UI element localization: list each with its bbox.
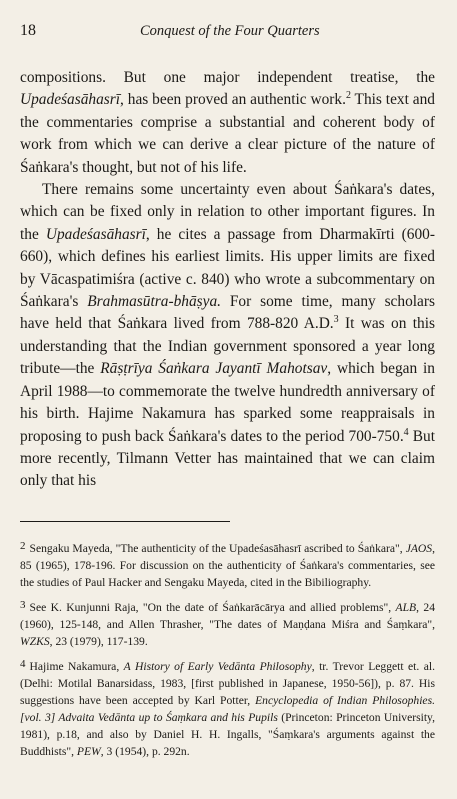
text-run: There remains some uncertainty even about Śaṅkara's dates, which can be fixed only in relation to other important figures. In the [20,181,435,243]
footnote-reference: 3 [333,314,339,326]
italic-text: Brahmasūtra-bhāṣya. [87,293,222,311]
running-head: Conquest of the Four Quarters [140,23,320,39]
paragraph-2 [20,179,435,493]
page-header [20,22,435,44]
footnote-4 [20,656,435,760]
footnote-rule [20,521,230,522]
italic-text: Encyclopedia of Indian Philosophies. [vol. 3] Advaita Vedānta up to Śaṃkara and his Pupils [20,693,435,724]
page-number: 18 [20,22,36,39]
text-run: , has been proved an authentic work. [120,91,346,109]
text-run: , 85 (1965), 178-196. For discussion on the authenticity of Śaṅkara's commentaries, see the studies of Paul Hacker and Sengaku Mayeda, cited in the Bibiliography. [20,541,435,589]
text-run: Sengaku Mayeda, "The authenticity of the Upadeśasāhasrī ascribed to Śaṅkara", [29,541,406,555]
text-run: , which began in April 1988—to commemorate the twelve hundredth anniversary of his birth. Hajime Nakamura has sparked some reappraisals in proposing to push back Śaṅkara's dates to the period 700-750. [20,360,435,445]
paragraph-1 [20,67,435,179]
italic-text: Upadeśasāhasrī [20,91,121,109]
text-run: It was on this understanding that the Indian government sponsored a year long tribute—the [20,315,435,378]
italic-text: ALB [395,600,417,614]
text-run: See K. Kunjunni Raja, "On the date of Śaṅkarācārya and allied problems", [29,600,396,614]
footnote-2 [20,538,435,591]
text-run: This text and the commentaries comprise a substantial and coherent body of work from which we can derive a clear picture of the nature of Śaṅkara's thought, but not of his life. [20,91,435,176]
text-run: , 3 (1954), p. 292n. [100,744,190,758]
footnote-reference: 4 [403,426,409,438]
footnotes [20,538,435,760]
text-run: Hajime Nakamura, [29,659,124,673]
footnote-number: 3 [20,598,26,611]
text-run: compositions. But one major independent treatise, the [20,69,435,86]
text-run: (Princeton: Princeton University, 1981), p.18, and also by Daniel H. H. Ingalls, "Śaṃkara's arguments against the Buddhists", [20,710,435,758]
text-run: For some time, many scholars have held that Śaṅkara lived from 788-820 A.D. [20,293,436,333]
text-run: But more recently, Tilmann Vetter has maintained that we can claim only that his [20,427,435,490]
italic-text: A History of Early Vedānta Philosophy [123,659,312,673]
text-run: , 23 (1979), 117-139. [49,634,148,648]
italic-text: WZKS [20,634,50,648]
footnote-number: 2 [20,539,26,552]
footnote-reference: 2 [345,90,351,102]
body-text [20,67,435,493]
footnote-3 [20,597,435,650]
italic-text: Rāṣṭrīya Śaṅkara Jayantī Mahotsav [100,360,328,378]
italic-text: JAOS [405,541,433,555]
italic-text: Upadeśasāhasrī [45,225,146,243]
footnote-number: 4 [20,657,26,670]
text-run: , he cites a passage from Dharmakīrti (600-660), which defines his earliest limits. His upper limits are fixed by Vācaspatimiśra (active c. 840) who wrote a subcommentary on Śaṅkara's [20,225,435,311]
text-run: , 24 (1960), 125-148, and Allen Thrasher, "The dates of Maṇḍana Miśra and Śaṃkara", [20,600,435,631]
italic-text: PEW [76,744,101,758]
text-run: , tr. Trevor Leggett et. al. (Delhi: Motilal Banarsidass, 1983, [first published in Japanese, 1950-56]), p. 87. His suggestions have been accepted by Karl Potter, [20,659,435,707]
